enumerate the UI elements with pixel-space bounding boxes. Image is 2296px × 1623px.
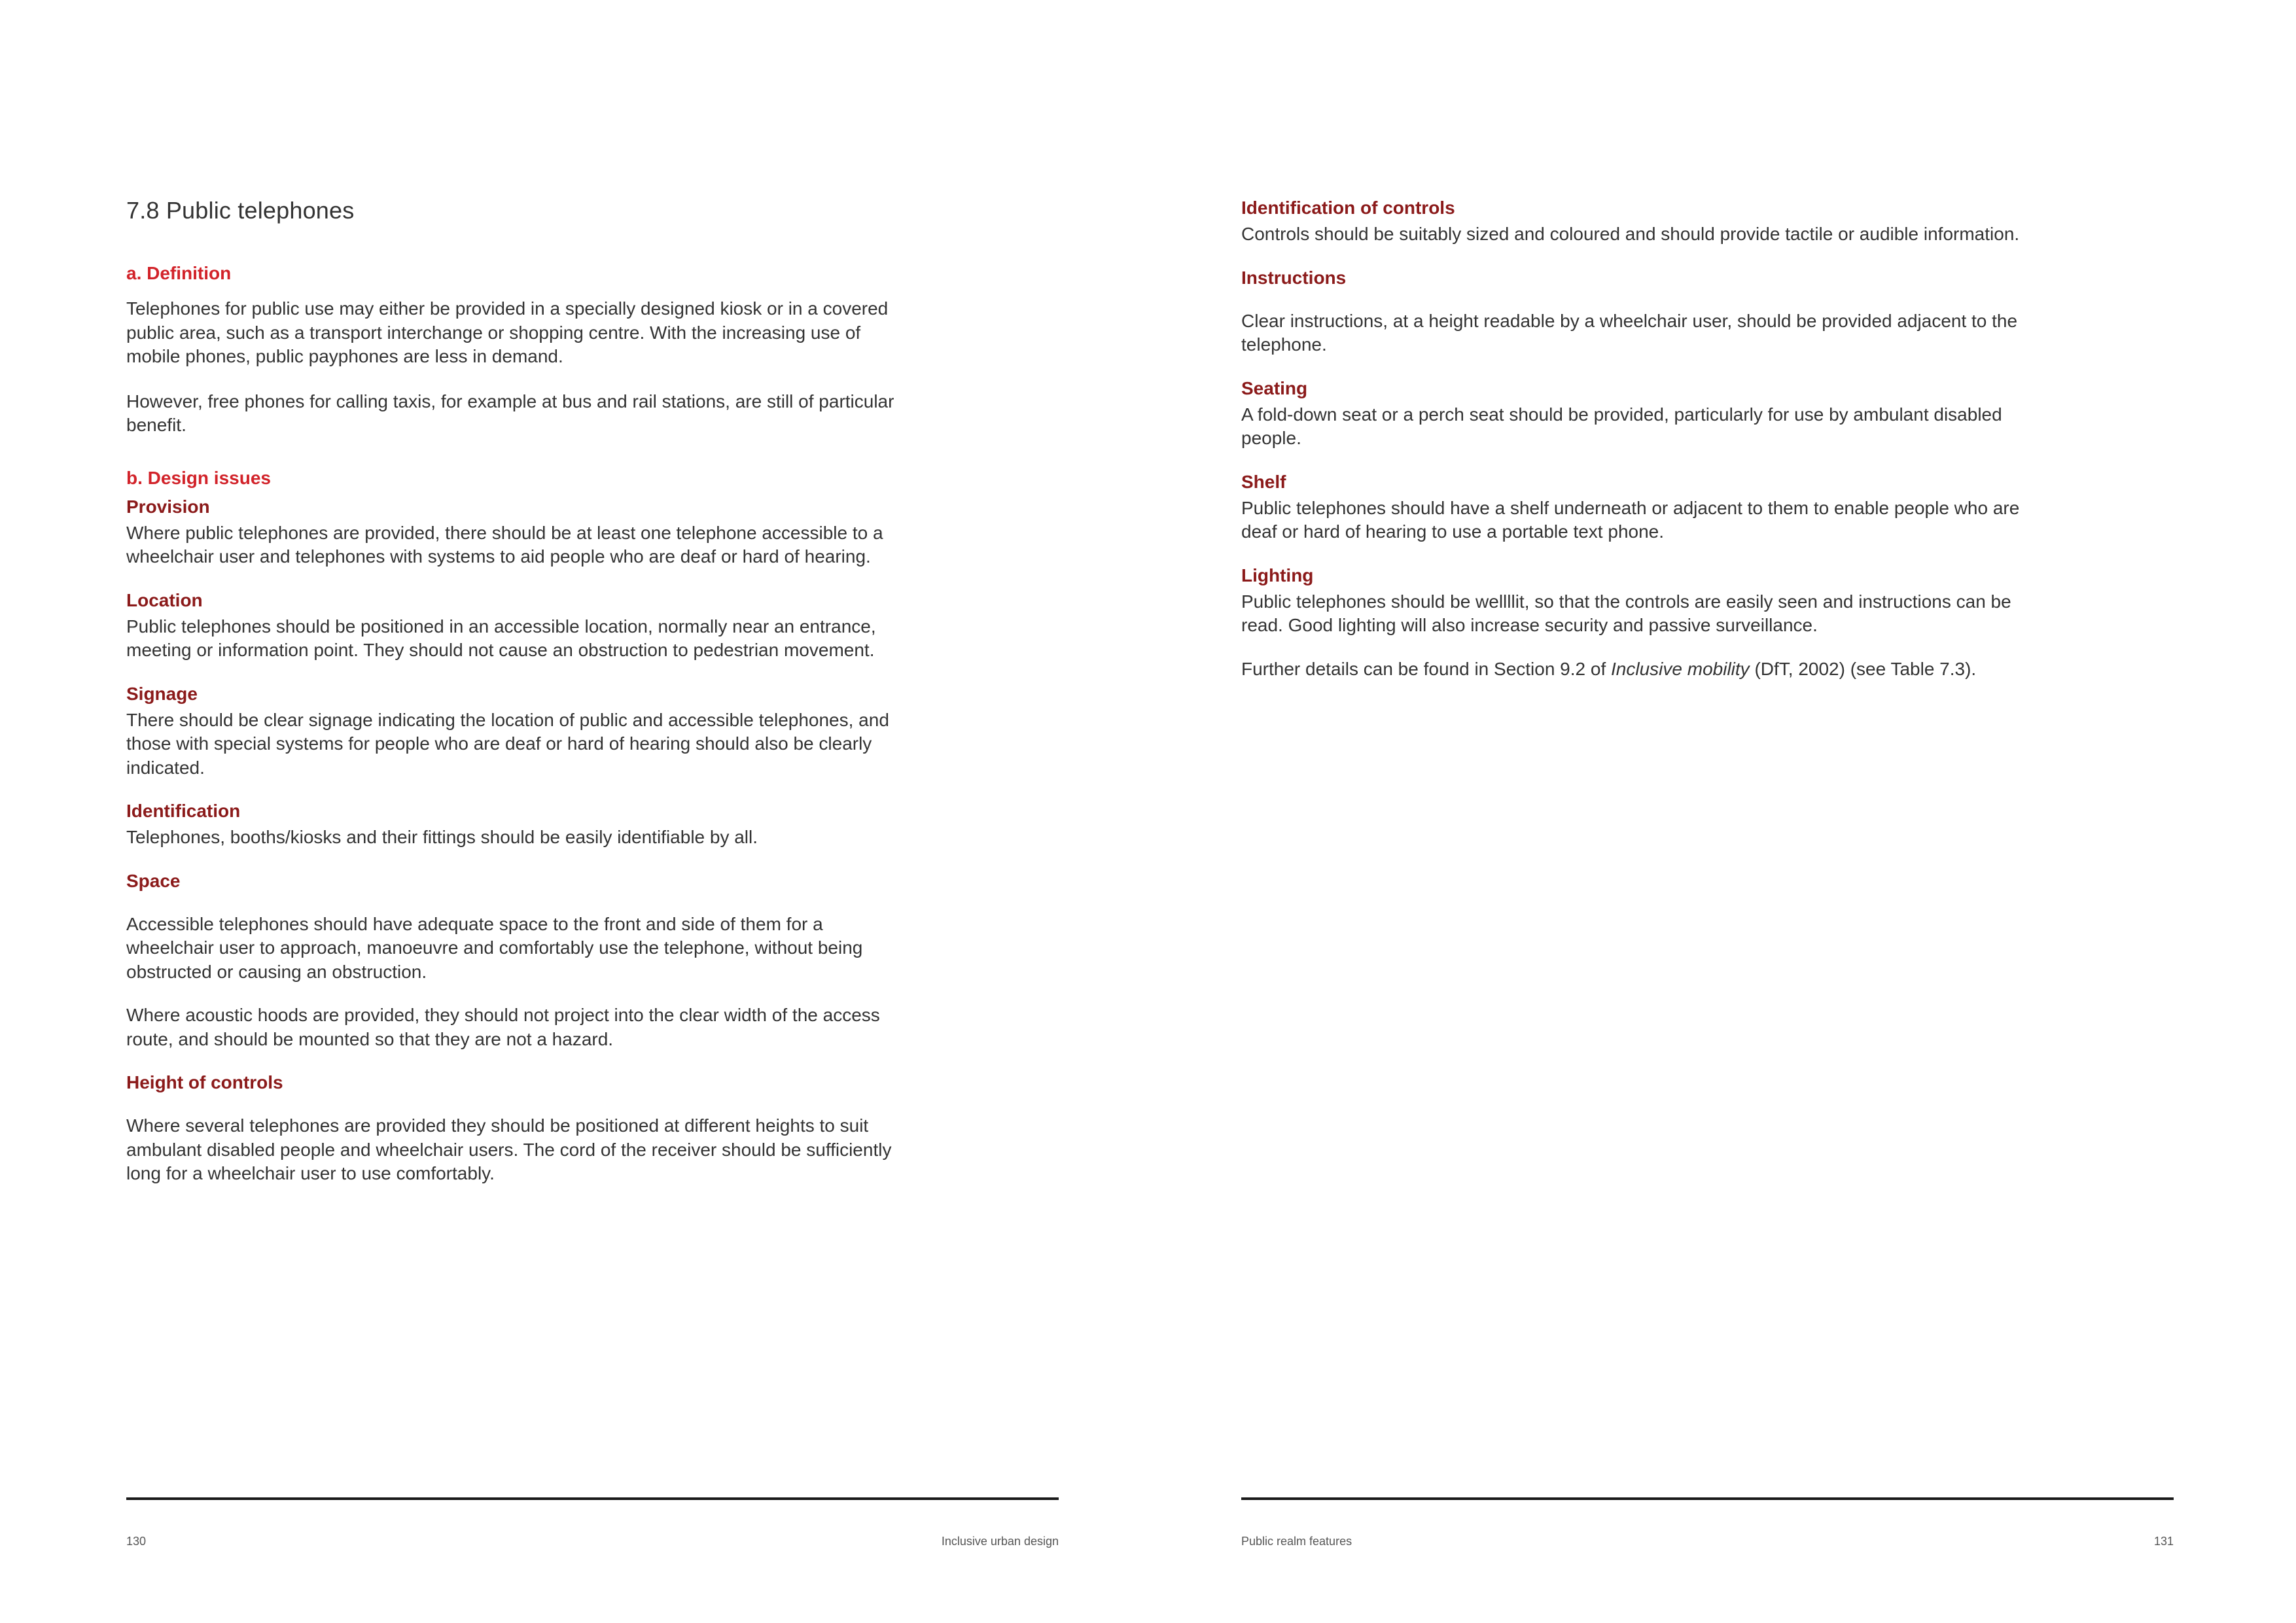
page-number: 131 — [2153, 1535, 2174, 1548]
seating-heading: Seating — [1241, 377, 1308, 398]
definition-paragraph-2: However, free phones for calling taxis, for example at bus and rail stations, are still of particular benefit. — [126, 391, 894, 435]
signage-text: There should be clear signage indicating the location of public and accessible telephones, and those with special systems for people who are deaf or hard of hearing should also be clearly indicated. — [126, 709, 889, 778]
right-page — [1148, 0, 2296, 1623]
instructions-text: Clear instructions, at a height readable by a wheelchair user, should be provided adjacent to the telephone. — [1241, 310, 2018, 355]
section-title: 7.8 Public telephones — [126, 197, 355, 224]
location-heading: Location — [126, 589, 203, 610]
provision-heading: Provision — [126, 496, 210, 517]
further-details — [1241, 657, 2026, 682]
further-details-title: Inclusive mobility — [1611, 658, 1750, 679]
identification-heading: Identification — [126, 801, 241, 821]
identification-of-controls-heading: Identification of controls — [1241, 198, 1455, 218]
location-text: Public telephones should be positioned in an accessible location, normally near an entrance, meeting or information point. They should not cause an obstruction to pedestrian movement. — [126, 616, 876, 660]
footer-rule — [1241, 1497, 2174, 1500]
page-number: 130 — [126, 1535, 147, 1548]
height-of-controls-heading: Height of controls — [126, 1072, 283, 1092]
provision-text: Where public telephones are provided, there should be at least one telephone accessible to a wheelchair user and telephones with systems to aid people who are deaf or hard of hearing. — [126, 522, 883, 567]
identification-of-controls-text: Controls should be suitably sized and coloured and should provide tactile or audible information. — [1241, 224, 2020, 244]
definition-heading: a. Definition — [126, 263, 232, 283]
instructions-heading: Instructions — [1241, 267, 1347, 288]
publication-title: Inclusive urban design — [941, 1535, 1059, 1548]
space-paragraph-2: Where acoustic hoods are provided, they should not project into the clear width of the access route, and should be mounted so that they are not a hazard. — [126, 1005, 880, 1049]
space-paragraph-1: Accessible telephones should have adequate space to the front and side of them for a wheelchair user to approach, manoeuvre and comfortably use the telephone, without being obstructed or causing an obstruction. — [126, 913, 863, 982]
shelf-heading: Shelf — [1241, 471, 1286, 492]
identification-text: Telephones, booths/kiosks and their fittings should be easily identifiable by all. — [126, 827, 758, 847]
lighting-text: Public telephones should be wellllit, so that the controls are easily seen and instructions can be read. Good lighting will also increase security and passive surveillance. — [1241, 591, 2011, 635]
section-name: Public realm features — [1241, 1535, 1352, 1548]
right-column — [1241, 196, 2026, 702]
height-of-controls-text: Where several telephones are provided they should be positioned at different heights to suit ambulant disabled people and wheelchair users. The cord of the receiver should be sufficiently long for a wheelchair user to use comfortably. — [126, 1115, 892, 1183]
left-column — [126, 196, 911, 1207]
space-heading: Space — [126, 870, 181, 891]
seating-text: A fold-down seat or a perch seat should be provided, particularly for use by ambulant disabled people. — [1241, 404, 2002, 448]
further-details-after: (DfT, 2002) (see Table 7.3). — [1749, 658, 1977, 679]
lighting-heading: Lighting — [1241, 565, 1314, 585]
definition-paragraph-1: Telephones for public use may either be provided in a specially designed kiosk or in a covered public area, such as a transport interchange or shopping centre. With the increasing use of mobile phones, public payphones are less in demand. — [126, 298, 889, 366]
further-details-before: Further details can be found in Section 9.2 of — [1241, 658, 1612, 679]
footer-rule — [126, 1497, 1059, 1500]
design-issues-heading: b. Design issues — [126, 467, 271, 488]
shelf-text: Public telephones should have a shelf underneath or adjacent to them to enable people who are deaf or hard of hearing to use a portable text phone. — [1241, 497, 2020, 542]
signage-heading: Signage — [126, 683, 198, 704]
